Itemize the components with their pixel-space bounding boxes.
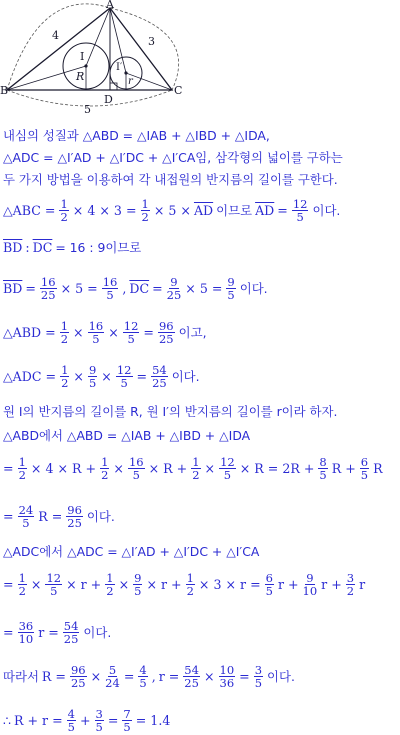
num: 12 xyxy=(123,319,139,333)
equation-radii xyxy=(3,664,398,689)
right-angle-mark xyxy=(110,83,117,90)
equation-adc-expand xyxy=(3,572,398,597)
fraction xyxy=(18,572,27,597)
num: 1 xyxy=(61,363,69,377)
text-line-2: △ADC = △I′AD + △I′DC + △I′CA임, 삼각형의 넓이를 구하는 xyxy=(3,150,343,165)
num: 4 xyxy=(67,707,75,721)
fraction xyxy=(303,572,318,597)
fraction xyxy=(102,276,119,301)
num: 12 xyxy=(292,197,308,211)
num: 1 xyxy=(141,197,149,211)
num: 1 xyxy=(60,319,69,333)
fraction xyxy=(60,320,69,345)
den: 5 xyxy=(319,468,327,482)
fraction xyxy=(18,620,35,645)
num: 3 xyxy=(95,707,103,721)
den: 5 xyxy=(254,676,263,690)
num: 9 xyxy=(306,571,314,585)
den: 5 xyxy=(95,720,103,734)
eq-part: × xyxy=(118,576,130,592)
den: 5 xyxy=(123,720,131,734)
fraction xyxy=(95,708,104,733)
num: 1 xyxy=(106,571,114,585)
equation-ratio xyxy=(3,240,398,256)
den: 5 xyxy=(360,468,369,482)
den: 2 xyxy=(18,468,26,482)
equation-area-abc xyxy=(3,198,398,223)
num: 12 xyxy=(116,363,132,377)
eq-part: × r + xyxy=(66,576,102,592)
den: 5 xyxy=(120,376,128,390)
eq-part: = xyxy=(25,280,36,296)
label-side-bc: 5 xyxy=(84,103,91,116)
eq-part: = xyxy=(123,668,135,684)
fraction xyxy=(122,708,131,733)
fraction xyxy=(265,572,274,597)
den: 5 xyxy=(67,720,75,734)
eq-part: = xyxy=(277,202,288,218)
num: 6 xyxy=(265,571,273,585)
num: 3 xyxy=(254,663,263,677)
point-i xyxy=(84,64,87,67)
num: 1 xyxy=(60,197,68,211)
eq-part: r xyxy=(359,576,366,592)
fraction xyxy=(219,456,236,481)
den: 5 xyxy=(50,584,58,598)
eq-part: = 16 : 9이므로 xyxy=(55,240,142,255)
den: 10 xyxy=(18,632,34,646)
bisector-b-i xyxy=(7,66,86,90)
eq-part: × xyxy=(90,668,102,684)
fraction xyxy=(138,664,147,689)
den: 2 xyxy=(141,210,149,224)
num: 54 xyxy=(184,663,199,677)
eq-part: = 1.4 xyxy=(135,712,171,728)
fraction xyxy=(18,504,35,529)
eq-part: 이다. xyxy=(267,668,295,684)
num: 96 xyxy=(67,503,82,517)
eq-part: × 5 = xyxy=(185,280,223,296)
eq-part: 이다. xyxy=(312,202,341,218)
label-side-ab: 4 xyxy=(52,29,59,42)
fraction xyxy=(60,364,69,389)
den: 5 xyxy=(132,468,140,482)
num: 36 xyxy=(18,619,34,633)
num: 5 xyxy=(108,663,117,677)
eq-part: × xyxy=(204,460,216,476)
den: 5 xyxy=(92,332,100,346)
den: 36 xyxy=(219,676,235,690)
eq-part: = xyxy=(143,324,154,340)
num: 3 xyxy=(346,571,355,585)
fraction xyxy=(226,276,235,301)
num: 9 xyxy=(170,275,178,289)
den: 2 xyxy=(18,584,26,598)
den: 2 xyxy=(101,468,109,482)
eq-part: × xyxy=(73,368,84,384)
label-r: R xyxy=(76,70,85,83)
fraction xyxy=(63,620,80,645)
text-line-adc: △ADC에서 △ADC = △I′AD + △I′DC + △I′CA xyxy=(3,544,260,559)
num: 16 xyxy=(40,275,56,289)
den: 25 xyxy=(184,676,199,690)
den: 5 xyxy=(88,376,97,390)
eq-part: 따라서 xyxy=(3,668,39,684)
den: 25 xyxy=(70,676,86,690)
equation-abd-expand xyxy=(3,456,398,481)
fraction xyxy=(133,572,142,597)
fraction xyxy=(254,664,263,689)
eq-part: , xyxy=(122,280,127,296)
eq-part: × 4 × R + xyxy=(30,460,97,476)
eq-part: × xyxy=(101,368,112,384)
den: 25 xyxy=(152,376,167,390)
label-i: I xyxy=(80,50,85,63)
den: 5 xyxy=(265,584,273,598)
equation-r-solve xyxy=(3,504,398,529)
eq-part: r + xyxy=(277,576,299,592)
eq-part: r = xyxy=(38,624,59,640)
eq-part: △ABD = xyxy=(3,324,56,340)
eq-part: R + xyxy=(331,460,356,476)
num: 1 xyxy=(192,455,200,469)
num: 1 xyxy=(18,455,26,469)
eq-part: × 5 × xyxy=(153,202,191,218)
num: 1 xyxy=(18,571,26,585)
fraction xyxy=(158,320,175,345)
den: 5 xyxy=(227,288,235,302)
den: 25 xyxy=(40,288,56,302)
fraction xyxy=(186,572,195,597)
fraction xyxy=(123,320,140,345)
den: 5 xyxy=(127,332,135,346)
num: 12 xyxy=(46,571,62,585)
eq-part: × 3 × r = xyxy=(198,576,261,592)
point-i-prime xyxy=(124,71,127,74)
num: 9 xyxy=(134,571,142,585)
fraction xyxy=(67,708,76,733)
num: 4 xyxy=(139,663,147,677)
eq-part: × 5 = xyxy=(60,280,98,296)
eq-part: × R + xyxy=(148,460,188,476)
triangle-figure xyxy=(0,0,190,128)
eq-part: 이다. xyxy=(171,368,200,384)
eq-part: × xyxy=(203,668,215,684)
text-line-1: 내심의 성질과 △ABD = △IAB + △IBD + △IDA, xyxy=(3,128,270,143)
fraction xyxy=(183,664,200,689)
num: 10 xyxy=(219,663,235,677)
eq-part: R = xyxy=(41,668,66,684)
den: 25 xyxy=(158,332,174,346)
fraction xyxy=(141,198,150,223)
fraction xyxy=(40,276,57,301)
eq-part: = xyxy=(3,460,14,476)
fraction xyxy=(88,364,97,389)
eq-part: : xyxy=(25,240,30,255)
fraction xyxy=(346,572,355,597)
triangle-abc xyxy=(7,8,172,90)
num: 1 xyxy=(186,571,194,585)
num: 16 xyxy=(88,319,104,333)
fraction xyxy=(128,456,145,481)
equation-area-adc xyxy=(3,364,398,389)
eq-part: r + xyxy=(321,576,342,592)
eq-part: △ABC = xyxy=(3,202,56,218)
fraction xyxy=(100,456,109,481)
eq-part: × xyxy=(113,460,124,476)
eq-part: = xyxy=(3,624,14,640)
eq-part: R = xyxy=(38,508,63,524)
num: 9 xyxy=(227,275,235,289)
label-c: C xyxy=(174,84,183,97)
fraction xyxy=(105,572,114,597)
den: 5 xyxy=(22,516,30,530)
fraction xyxy=(292,198,309,223)
eq-part: = xyxy=(152,280,163,296)
equation-final xyxy=(3,708,398,733)
eq-part: = xyxy=(107,712,119,728)
den: 5 xyxy=(223,468,232,482)
fraction xyxy=(219,664,236,689)
label-d: D xyxy=(104,93,113,106)
den: 2 xyxy=(61,376,69,390)
fraction xyxy=(45,572,62,597)
eq-part: = xyxy=(3,508,14,524)
eq-part: ∴ xyxy=(3,712,12,728)
eq-part: R xyxy=(373,460,383,476)
eq-part: + xyxy=(79,712,91,728)
num: 96 xyxy=(70,663,86,677)
fraction xyxy=(18,456,27,481)
eq-part: × xyxy=(73,324,84,340)
den: 2 xyxy=(106,584,114,598)
text-line-3: 두 가지 방법을 이용하여 각 내접원의 반지름의 길이를 구한다. xyxy=(3,172,338,187)
fraction xyxy=(116,364,133,389)
eq-part: × R = 2R + xyxy=(239,460,315,476)
segment-dc: $\overline{DC}$ xyxy=(129,280,150,296)
label-b: B xyxy=(0,84,9,97)
eq-part: × 4 × 3 = xyxy=(72,202,137,218)
eq-part: 이고, xyxy=(178,324,207,340)
den: 25 xyxy=(63,632,79,646)
eq-part: r = xyxy=(158,668,180,684)
equation-small-r-solve xyxy=(3,620,398,645)
text-line-radius-def: 원 I의 반지름의 길이를 R, 원 I′의 반지름의 길이를 r이라 하자. xyxy=(3,404,338,419)
eq-part: R + r = xyxy=(14,712,63,728)
num: 54 xyxy=(152,363,167,377)
text-line-abd: △ABD에서 △ABD = △IAB + △IBD + △IDA xyxy=(3,428,251,443)
eq-part: = xyxy=(3,576,14,592)
num: 96 xyxy=(158,319,174,333)
fraction xyxy=(59,198,68,223)
num: 54 xyxy=(63,619,79,633)
equation-area-abd xyxy=(3,320,398,345)
num: 16 xyxy=(102,275,118,289)
fraction xyxy=(70,664,87,689)
num: 7 xyxy=(123,707,131,721)
num: 24 xyxy=(18,503,34,517)
segment-bd: $\overline{BD}$ xyxy=(3,240,23,255)
fraction xyxy=(105,664,120,689)
eq-part: 이므로 xyxy=(216,202,253,218)
segment-ad: $\overline{AD}$ xyxy=(193,202,214,218)
eq-part: × xyxy=(108,324,119,340)
fraction xyxy=(66,504,83,529)
label-i-prime: I′ xyxy=(116,62,123,73)
label-a: A xyxy=(106,0,114,11)
eq-part: = xyxy=(136,368,148,384)
num: 12 xyxy=(220,455,235,469)
eq-part: 이다. xyxy=(83,624,112,640)
den: 10 xyxy=(302,584,318,598)
den: 5 xyxy=(296,210,304,224)
den: 2 xyxy=(186,584,194,598)
den: 2 xyxy=(60,210,68,224)
den: 5 xyxy=(134,584,142,598)
den: 2 xyxy=(346,584,355,598)
eq-part: △ADC = xyxy=(3,368,57,384)
fraction xyxy=(360,456,369,481)
fraction xyxy=(191,456,200,481)
eq-part: × r + xyxy=(146,576,182,592)
eq-part: 이다. xyxy=(239,280,268,296)
eq-part: × xyxy=(30,576,42,592)
num: 9 xyxy=(88,363,97,377)
num: 6 xyxy=(360,455,369,469)
fraction xyxy=(167,276,182,301)
num: 16 xyxy=(128,455,144,469)
bisector-a-i xyxy=(86,8,110,66)
fraction xyxy=(88,320,105,345)
segment-dc: $\overline{DC}$ xyxy=(32,240,53,255)
den: 5 xyxy=(106,288,114,302)
eq-part: = xyxy=(239,668,250,684)
den: 25 xyxy=(166,288,182,302)
den: 2 xyxy=(60,332,69,346)
num: 1 xyxy=(101,455,109,469)
segment-bd: $\overline{BD}$ xyxy=(3,280,23,296)
num: 8 xyxy=(319,455,327,469)
fraction xyxy=(318,456,327,481)
den: 2 xyxy=(192,468,200,482)
eq-part: 이다. xyxy=(86,508,115,524)
label-small-r: r xyxy=(128,76,133,87)
den: 24 xyxy=(105,676,120,690)
fraction xyxy=(151,364,168,389)
eq-part: , xyxy=(151,668,156,684)
den: 5 xyxy=(139,676,147,690)
label-side-ac: 3 xyxy=(148,35,155,48)
equation-bd-dc xyxy=(3,276,398,301)
den: 25 xyxy=(67,516,82,530)
segment-ad: $\overline{AD}$ xyxy=(255,202,275,218)
